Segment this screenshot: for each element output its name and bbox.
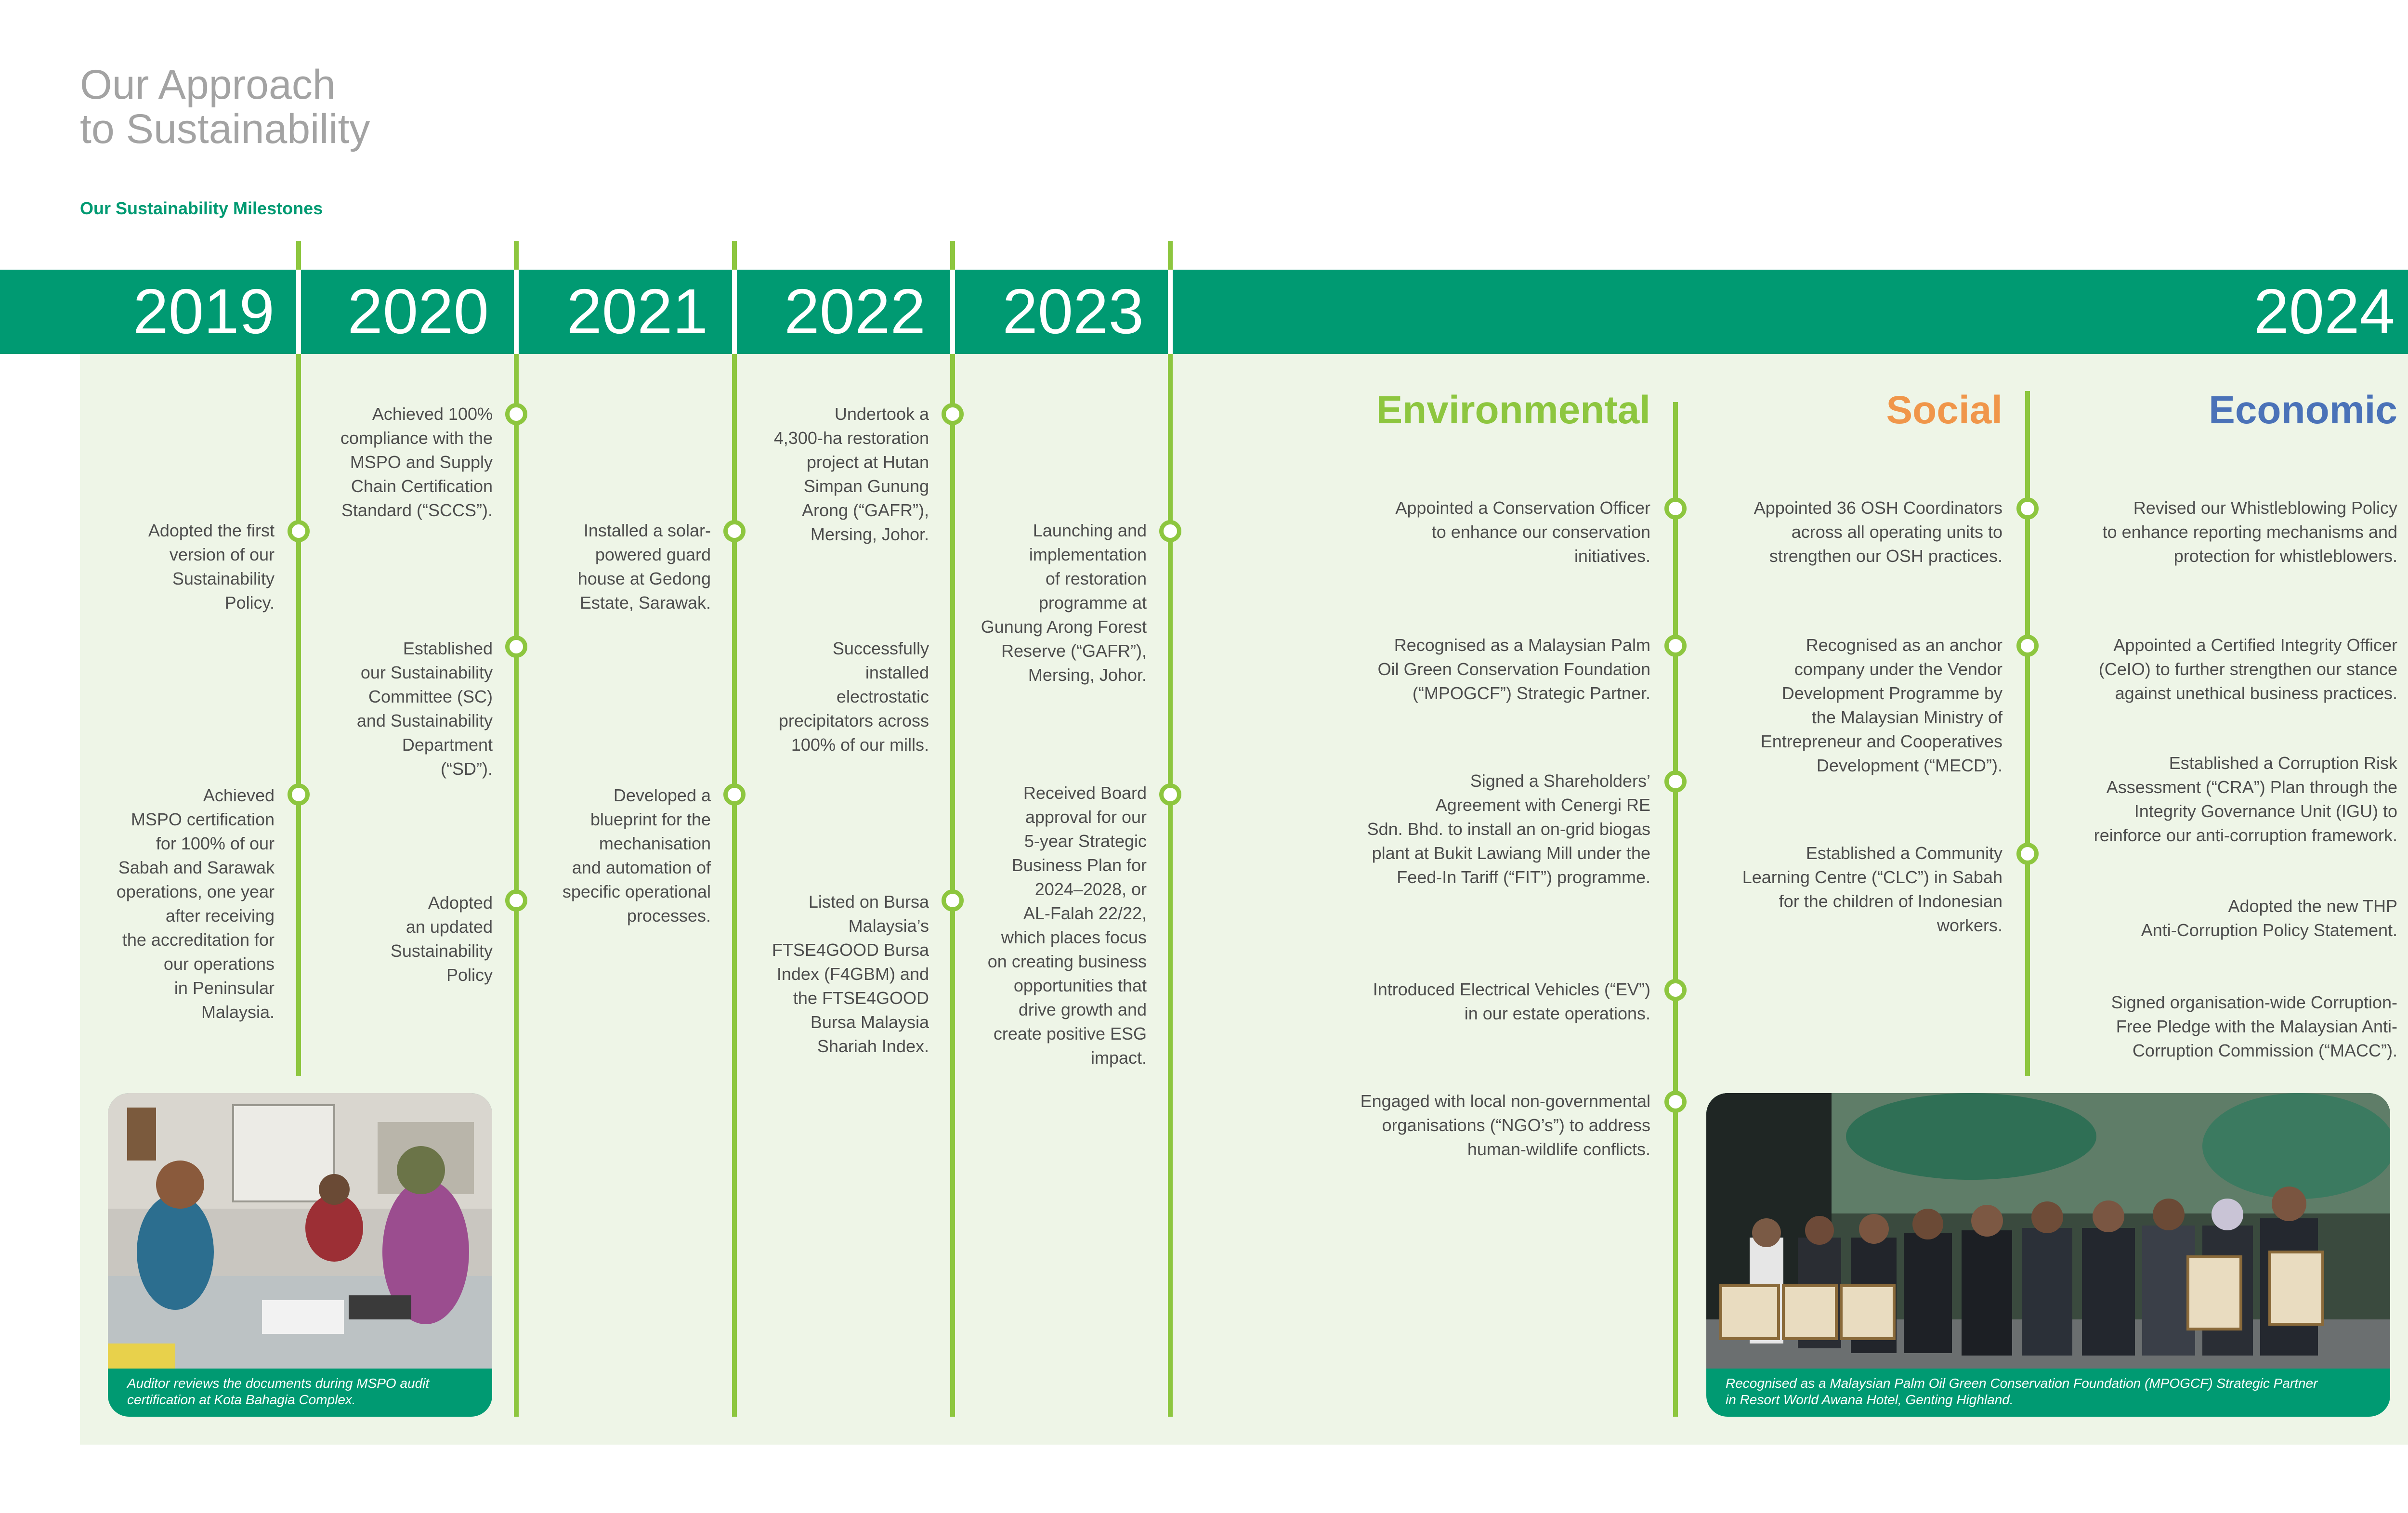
year-2021: 2021	[566, 276, 708, 347]
milestone-dot	[1664, 979, 1687, 1001]
milestone-2022-3: Listed on Bursa Malaysia’s FTSE4GOOD Bursa Index (F4GBM) and the FTSE4GOOD Bursa Malaysia Shariah Index.	[772, 892, 929, 1056]
economic-item-4: Adopted the new THP Anti-Corruption Policy Statement.	[2141, 896, 2397, 940]
year-2020: 2020	[347, 276, 489, 347]
environmental-item-4: Introduced Electrical Vehicles (“EV”) in our estate operations.	[1373, 979, 1650, 1023]
milestone-dot	[1664, 497, 1687, 520]
timeline-line-social	[2025, 391, 2030, 1076]
year-2023: 2023	[1002, 276, 1144, 347]
audit-photo-caption: Auditor reviews the documents during MSPO audit certification at Kota Bahagia Complex.	[127, 1376, 430, 1407]
page-title	[80, 63, 370, 151]
audit-photo-image	[108, 1093, 492, 1369]
mpogcf-photo-caption: Recognised as a Malaysian Palm Oil Green Conservation Foundation (MPOGCF) Strategic Partner in Resort World Awana Hotel, Genting Highland.	[1726, 1376, 2318, 1407]
milestone-2020-2: Established our Sustainability Committee (SC) and Sustainability Department (“SD”).	[356, 639, 493, 779]
milestone-dot	[505, 889, 527, 912]
heading-social: Social	[1886, 388, 2002, 432]
milestone-2023-1: Launching and implementation of restoration programme at Gunung Arong Forest Reserve (“GAFR”), Mersing, Johor.	[981, 521, 1147, 685]
environmental-item-3: Signed a Shareholders’ Agreement with Cenergi RE Sdn. Bhd. to install an on-grid biogas plant at Bukit Lawiang Mill under the Feed-In Tariff (“FIT”) programme.	[1367, 771, 1650, 887]
heading-economic: Economic	[2209, 388, 2397, 432]
band-separator	[950, 270, 955, 354]
page-title-line-2: to Sustainability	[80, 106, 370, 152]
economic-item-3: Established a Corruption Risk Assessment (“CRA”) Plan through the Integrity Governance Unit (IGU) to reinforce our anti-corruption framework.	[2094, 753, 2397, 845]
environmental-item-1: Appointed a Conservation Officer to enhance our conservation initiatives.	[1395, 498, 1650, 566]
milestone-2019-1: Adopted the first version of our Sustainability Policy.	[148, 521, 275, 613]
economic-item-1: Revised our Whistleblowing Policy to enhance reporting mechanisms and protection for whistleblowers.	[2102, 498, 2397, 566]
milestone-dot	[1664, 770, 1687, 793]
band-separator	[296, 270, 301, 354]
social-item-2: Recognised as an anchor company under the Vendor Development Programme by the Malaysian Ministry of Entrepreneur and Cooperatives Development (“MECD”).	[1760, 635, 2002, 775]
milestone-2023-2: Received Board approval for our 5-year Strategic Business Plan for 2024–2028, or AL-Falah 22/22, which places focus on creating business opportunities that drive growth and create positive ESG impact.	[987, 783, 1147, 1068]
milestone-dot	[1159, 520, 1181, 542]
milestone-2022-2: Successfully installed electrostatic precipitators across 100% of our mills.	[778, 639, 929, 755]
page-title-line-1: Our Approach	[80, 62, 336, 108]
social-item-3: Established a Community Learning Centre (“CLC”) in Sabah for the children of Indonesian workers.	[1742, 843, 2002, 935]
milestone-2022-1: Undertook a 4,300-ha restoration project at Hutan Simpan Gunung Arong (“GAFR”), Mersing, Johor.	[773, 404, 929, 544]
year-2022: 2022	[784, 276, 926, 347]
timeline-line-2019	[296, 241, 301, 1076]
milestone-2020-1: Achieved 100% compliance with the MSPO and Supply Chain Certification Standard (“SCCS”).	[340, 404, 493, 520]
milestone-2021-1: Installed a solar- powered guard house at Gedong Estate, Sarawak.	[577, 521, 711, 613]
milestone-dot	[1664, 1091, 1687, 1113]
environmental-item-5: Engaged with local non-governmental organisations (“NGO’s”) to address human-wildlife conflicts.	[1360, 1091, 1650, 1159]
environmental-item-2: Recognised as a Malaysian Palm Oil Green Conservation Foundation (“MPOGCF”) Strategic Partner.	[1377, 635, 1650, 703]
timeline-line-2023	[1168, 241, 1173, 1417]
milestone-dot	[505, 636, 527, 658]
milestone-dot	[288, 520, 310, 542]
timeline-line-environmental	[1673, 402, 1678, 1417]
band-separator	[1168, 270, 1173, 354]
timeline-line-2021	[732, 241, 737, 1417]
milestone-2021-2: Developed a blueprint for the mechanisation and automation of specific operational processes.	[562, 785, 711, 926]
audit-photo	[108, 1093, 492, 1417]
economic-item-2: Appointed a Certified Integrity Officer (CeIO) to further strengthen our stance against unethical business practices.	[2098, 635, 2397, 703]
mpogcf-photo	[1706, 1093, 2390, 1417]
milestone-dot	[723, 783, 746, 806]
milestone-dot	[288, 783, 310, 806]
mpogcf-photo-image	[1706, 1093, 2390, 1369]
year-2019: 2019	[133, 276, 275, 347]
milestone-dot	[1664, 635, 1687, 657]
milestone-dot	[2016, 843, 2039, 865]
milestone-dot	[2016, 635, 2039, 657]
milestone-dot	[505, 403, 527, 425]
milestone-2020-3: Adopted an updated Sustainability Policy	[390, 893, 493, 985]
section-subtitle: Our Sustainability Milestones	[80, 198, 323, 218]
economic-item-5: Signed organisation-wide Corruption- Free Pledge with the Malaysian Anti- Corruption Commission (“MACC”).	[2111, 992, 2397, 1060]
heading-environmental: Environmental	[1376, 388, 1650, 432]
milestone-dot	[2016, 497, 2039, 520]
milestone-2019-2: Achieved MSPO certification for 100% of our Sabah and Sarawak operations, one year after receiving the accreditation for our operations in Peninsular Malaysia.	[116, 785, 275, 1022]
band-separator	[514, 270, 519, 354]
milestone-dot	[1159, 783, 1181, 806]
band-separator	[732, 270, 737, 354]
milestone-dot	[942, 403, 964, 425]
year-2024: 2024	[2253, 276, 2395, 347]
social-item-1: Appointed 36 OSH Coordinators across all operating units to strengthen our OSH practices.	[1754, 498, 2002, 566]
